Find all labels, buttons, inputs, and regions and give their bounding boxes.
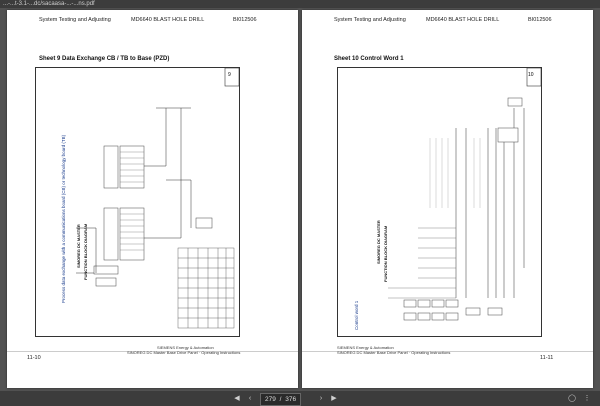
page-header-model: MD6640 BLAST HOLE DRILL xyxy=(426,17,500,23)
diagram-drawing xyxy=(36,68,239,336)
chevron-left-icon[interactable]: ◀ xyxy=(234,395,240,402)
sheet-title: Sheet 10 Control Word 1 xyxy=(334,56,404,62)
page-header-model: MD6640 BLAST HOLE DRILL xyxy=(131,17,205,23)
function-block-diagram xyxy=(35,67,240,337)
diagram-title-1: SIMOREG DC MASTER xyxy=(76,224,81,268)
diagram-box-number: 10 xyxy=(528,72,534,78)
page-indicator[interactable] xyxy=(260,393,301,406)
previous-page-button[interactable]: ‹ xyxy=(248,395,252,402)
page-header-section: System Testing and Adjusting xyxy=(334,17,406,23)
diagram-subtitle: Control word 1 xyxy=(354,300,359,330)
current-page-input[interactable]: 279 xyxy=(265,396,276,403)
footer-manual: SINOREG DC Master Base Drive Panel · Operating Instructions xyxy=(337,350,451,355)
footer-manual: SINOREG DC Master Base Drive Panel · Operating Instructions xyxy=(127,350,241,355)
pdf-toolbar xyxy=(0,391,600,406)
sheet-title: Sheet 9 Data Exchange CB / TB to Base (PZD) xyxy=(39,56,170,62)
diagram-subtitle: Process data exchange with a communications board (CB) or technology board (TB) xyxy=(61,134,66,303)
diagram-title-2: FUNCTION BLOCK DIAGRAM xyxy=(383,225,388,282)
pdf-page-left xyxy=(7,10,298,388)
page-header-doc: BI012506 xyxy=(233,17,257,23)
more-icon[interactable]: ⋮ xyxy=(583,395,591,402)
window-titlebar xyxy=(0,0,600,8)
total-pages: 376 xyxy=(285,396,297,403)
footer-company: SIEMENS Energy & Automation xyxy=(337,345,394,350)
page-number: 11-10 xyxy=(27,355,41,361)
footer-company: SIEMENS Energy & Automation xyxy=(157,345,214,350)
page-header-section: System Testing and Adjusting xyxy=(39,17,111,23)
page-separator: / xyxy=(279,396,282,403)
pdf-page-right xyxy=(302,10,593,388)
window-title: ...-...t-3.1-...dc/sacaasa-...-...ns.pdf xyxy=(3,1,95,7)
page-header-doc: BI012506 xyxy=(528,17,552,23)
diagram-box-number: 9 xyxy=(228,72,231,78)
page-number: 11-11 xyxy=(540,355,554,361)
chevron-right-icon[interactable]: ▶ xyxy=(331,395,337,402)
diagram-title-1: SIMOREG DC MASTER xyxy=(376,220,381,264)
next-page-button[interactable]: › xyxy=(319,395,323,402)
function-block-diagram xyxy=(337,67,542,337)
diagram-title-2: FUNCTION BLOCK DIAGRAM xyxy=(83,223,88,280)
pdf-viewer[interactable] xyxy=(0,8,600,391)
zoom-icon[interactable]: ◯ xyxy=(568,395,576,402)
diagram-drawing xyxy=(338,68,541,336)
